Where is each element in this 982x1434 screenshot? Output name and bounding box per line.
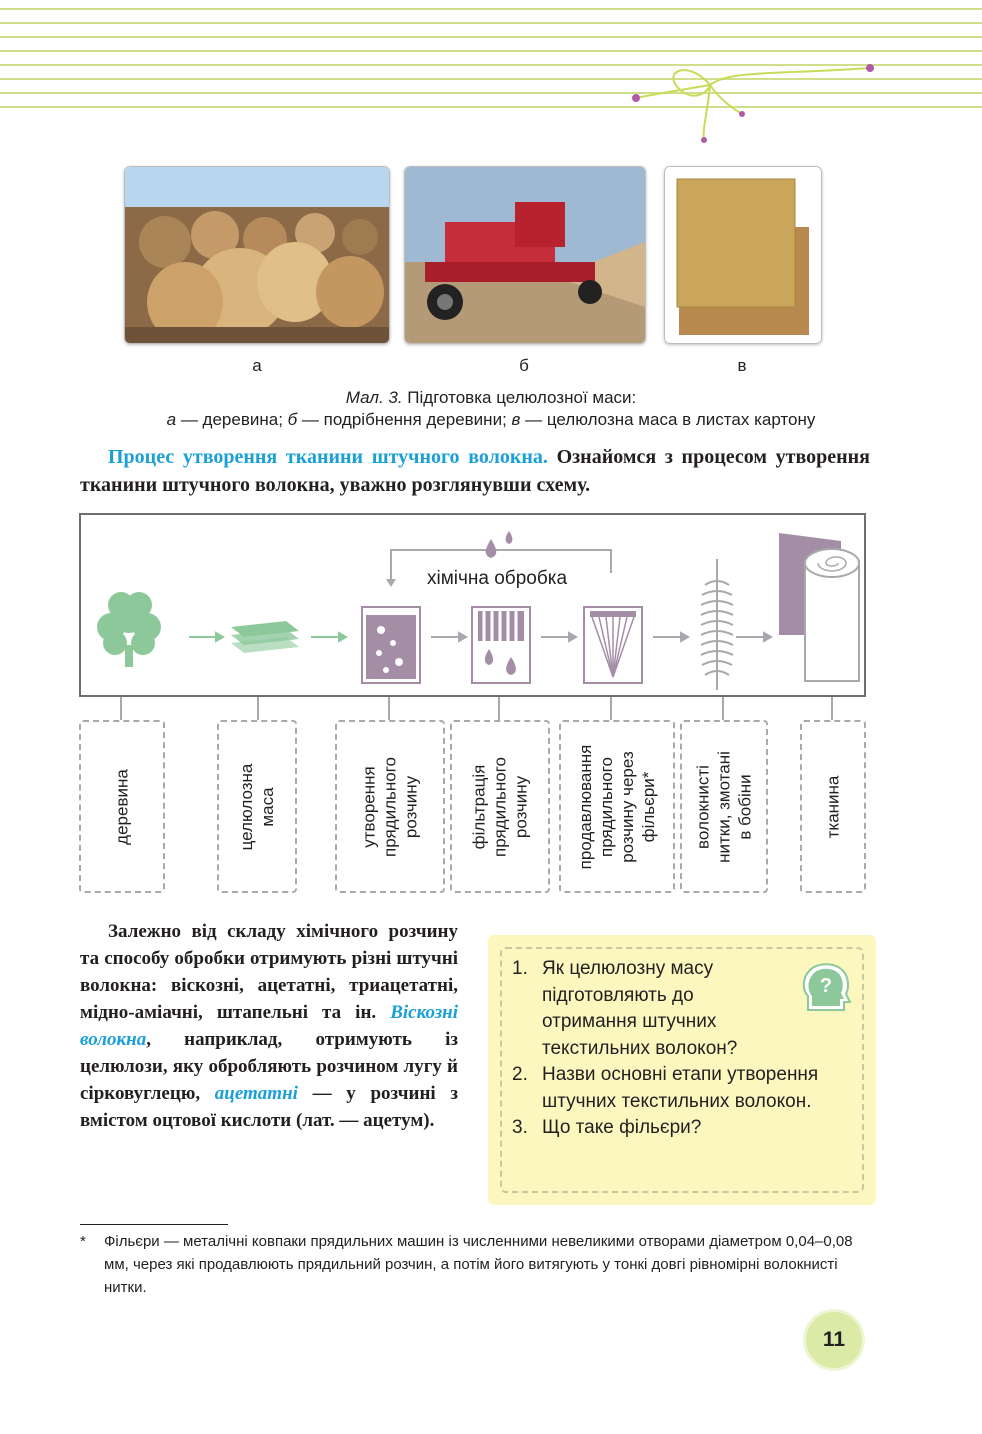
photo-letter-v: в (737, 356, 747, 375)
process-scheme (79, 513, 866, 697)
stage-box-pulp: целюлозна маса (217, 720, 297, 893)
page-number: 11 (806, 1312, 862, 1368)
section-heading: Процес утворення тканини штучного волокна. (108, 446, 548, 468)
chemical-treatment-label: хімічна обробка (427, 568, 568, 589)
filter-vessel-icon (472, 607, 530, 683)
figure-caption-legend: а — деревина; б — подрібнення деревини; в — целюлозна маса в листах картону (166, 410, 816, 429)
stage-box-fibers: волокнисті нитки, змотані в бобіни (680, 720, 768, 893)
term-viscose: Віскозні волокна (80, 1002, 458, 1050)
photo-cardboard (664, 166, 822, 344)
term-acetate: ацетатні (214, 1083, 298, 1104)
connector-line (722, 697, 724, 720)
stage-box-filtration: фільтрація прядильного розчину (450, 720, 550, 893)
connector-line (388, 697, 390, 720)
footnote: * Фільєри — металічні ковпаки прядильних машин із численними невеликими отворами діаметром 0,04–0,08 мм, через які продавлюють прядильний розчин, а потім його витягують у тонкі довгі рівномірні волокнисті нитки. (80, 1233, 853, 1296)
question-item: 3. Що таке фільєри? (512, 1117, 702, 1138)
figure-caption-title: Мал. 3. Підготовка целюлозної маси: (345, 388, 637, 407)
footnote-rule (80, 1224, 228, 1225)
pulp-sheets-icon (231, 621, 299, 653)
body-paragraph: Залежно від складу хімічного розчину та способу обробки отримують різні штучні волокна: віскозні, ацетатні, триацетатні, мідно-аміачні, штапельні та ін. Віскозні волокна, наприклад, отримують із целюлози, яку обробляють розчином лугу й сірковуглецю, ацетатні — у розчині з вмістом оцтової кислоти (лат. — ацетум). (80, 921, 458, 1131)
photo-letter-a: а (252, 356, 262, 375)
bobbin-icon (701, 559, 733, 690)
spinneret-vessel-icon (584, 607, 642, 683)
question-item: 2. Назви основні етапи утворення штучних текстильних волокон. (512, 1064, 819, 1112)
question-item: 1. Як целюлозну масу підготовляють до отримання штучних текстильних волокон? (512, 958, 738, 1059)
connector-line (498, 697, 500, 720)
fabric-roll-icon (779, 533, 859, 681)
intro-paragraph: Процес утворення тканини штучного волокна. Ознайомся з процесом утворення тканини штучного волокна, уважно розглянувши схему. (80, 446, 870, 496)
ribbon-bow-icon (620, 40, 890, 150)
stage-box-wood: деревина (79, 720, 165, 893)
questions-list (512, 956, 842, 1142)
connector-line (610, 697, 612, 720)
drops-icon (486, 531, 513, 558)
connector-line (257, 697, 259, 720)
connector-line (120, 697, 122, 720)
photo-logs (124, 166, 390, 344)
svg-text:?: ? (819, 975, 833, 997)
stage-box-fabric: тканина (800, 720, 866, 893)
photo-letter-b: б (519, 356, 529, 375)
connector-line (831, 697, 833, 720)
stage-box-extrusion: продавлювання прядильного розчину через фільєри* (559, 720, 675, 893)
tree-icon (97, 592, 161, 667)
stage-box-solution: утворення прядильного розчину (335, 720, 445, 893)
spinning-solution-vessel-icon (362, 607, 420, 683)
photo-wood-chipper (404, 166, 646, 344)
